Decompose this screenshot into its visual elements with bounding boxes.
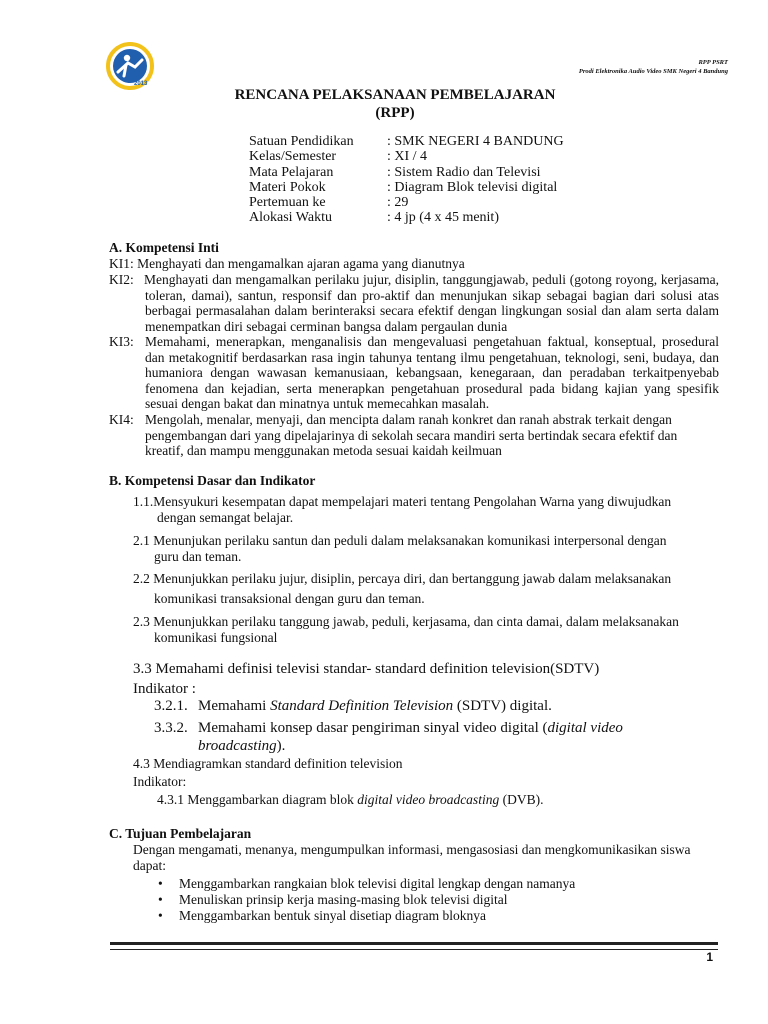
ki4-block xyxy=(109,412,719,459)
identity-row xyxy=(249,165,564,180)
indikator-3-2-1-text-a: Memahami xyxy=(198,698,271,714)
identity-label: Mata Pelajaran xyxy=(249,164,334,180)
ki2-block xyxy=(109,272,719,334)
identity-row xyxy=(249,149,564,164)
identity-value: : 29 xyxy=(387,195,409,211)
ki3-body: Memahami, menerapkan, menganalisis dan mengevaluasi pengetahuan faktual, konseptual, prosedural dan metakognitif berdasarkan rasa ingin tahunya tentang ilmu pengetahuan, teknologi, seni, budaya, dan humaniora dengan wawasan kemanusiaan, kebangsaan, kenegaraan, dan peradaban terkaitpenyebab fenomena dan kejadian, serta menerapkan pengetahuan prosedural pada bidang kajian yang spesifik sesuai dengan bakat dan minatnya untuk memecahkan masalah. xyxy=(145,334,719,411)
indikator-3-2-1-term: Standard Definition Television xyxy=(270,698,454,714)
identity-row xyxy=(249,210,564,225)
indikator-label-1: Indikator : xyxy=(133,681,196,697)
identity-row xyxy=(249,195,564,210)
kd-2-1 xyxy=(133,533,713,564)
identity-value: : 4 jp (4 x 45 menit) xyxy=(387,210,499,226)
ki2-text xyxy=(109,272,719,334)
identity-table xyxy=(249,134,564,226)
identity-value: : Sistem Radio dan Televisi xyxy=(387,164,541,180)
indikator-4-3-1-text-a: 4.3.1 Menggambarkan diagram blok xyxy=(157,792,358,807)
list-item-text: Menuliskan prinsip kerja masing-masing blok televisi digital xyxy=(179,892,508,907)
kd-2-3-line1: 2.3 Menunjukkan perilaku tanggung jawab, peduli, kerjasama, dan cinta damai, dalam melaksanakan xyxy=(133,614,679,629)
header-title: RPP PSRT xyxy=(698,59,728,66)
section-a-heading: A. Kompetensi Inti xyxy=(109,240,219,255)
identity-label: Kelas/Semester xyxy=(249,149,337,165)
ki1-text: KI1: Menghayati dan mengamalkan ajaran agama yang dianutnya xyxy=(109,256,465,271)
ki3-label: KI3: xyxy=(109,334,134,349)
bullet-icon: • xyxy=(158,876,163,891)
indikator-3-3-2-line2 xyxy=(154,737,714,755)
document-title: RENCANA PELAKSANAAN PEMBELAJARAN xyxy=(234,87,556,103)
indikator-3-3-2-text-b: ). xyxy=(276,738,286,754)
bullet-icon: • xyxy=(158,892,163,907)
indikator-3-3-2-term-b: broadcasting xyxy=(198,738,277,754)
ki3-block xyxy=(109,334,719,412)
identity-value: : Diagram Blok televisi digital xyxy=(387,179,558,195)
indikator-4-3-1 xyxy=(157,792,543,808)
indikator-4-3-1-text-b: (DVB). xyxy=(499,792,544,807)
ki4-label: KI4: xyxy=(109,412,134,427)
kd-2-1-line1: 2.1 Menunjukan perilaku santun dan peduli dalam melaksanakan komunikasi interpersonal dengan xyxy=(133,533,667,548)
page-number: 1 xyxy=(706,950,713,964)
identity-row xyxy=(249,180,564,195)
footer-rule-thin xyxy=(110,949,718,950)
indikator-3-2-1-number: 3.2.1. xyxy=(154,698,188,714)
ki2-label: KI2: xyxy=(109,272,134,287)
identity-label: Materi Pokok xyxy=(249,179,326,195)
section-c-heading: C. Tujuan Pembelajaran xyxy=(109,826,252,841)
footer-rule-thick xyxy=(110,942,718,945)
indikator-3-2-1-text-b: (SDTV) digital. xyxy=(453,698,552,714)
document-header xyxy=(579,58,728,76)
identity-row xyxy=(249,134,564,149)
kd-2-3 xyxy=(133,614,713,645)
indikator-4-3-1-term: digital video broadcasting xyxy=(357,792,500,807)
indikator-3-3-2-term-a: digital video xyxy=(547,720,623,736)
list-item-text: Menggambarkan rangkaian blok televisi digital lengkap dengan namanya xyxy=(179,876,576,891)
list-item-text: Menggambarkan bentuk sinyal disetiap diagram bloknya xyxy=(179,908,487,923)
indikator-label-2: Indikator: xyxy=(133,774,187,789)
kd-4-3: 4.3 Mendiagramkan standard definition television xyxy=(133,756,403,771)
ki2-body: Menghayati dan mengamalkan perilaku jujur, disiplin, tanggungjawab, peduli (gotong royong, kerjasama, toleran, damai), santun, responsif dan pro-aktif dan menunjukan sikap sebagai bagian dari solusi atas berbagai permasalahan dalam berinteraksi secara efektif dengan lingkungan sosial dan alam serta dalam menempatkan diri sebagai cerminan bangsa dalam pergaulan dunia xyxy=(144,272,719,334)
kd-1-1-line2: dengan semangat belajar. xyxy=(157,509,294,525)
identity-value: : XI / 4 xyxy=(387,149,428,165)
kd-3-3: 3.3 Memahami definisi televisi standar- standard definition television(SDTV) xyxy=(133,661,600,677)
tut-wuri-handayani-logo xyxy=(104,38,172,90)
kd-1-1-line1: 1.1.Mensyukuri kesempatan dapat mempelajari materi tentang Pengolahan Warna yang diwujudkan xyxy=(133,494,672,509)
ki4-body: Mengolah, menalar, menyaji, dan mencipta dalam ranah konkret dan ranah abstrak terkait dengan pengembangan dari yang dipelajarinya di sekolah secara mandiri serta bertindak secara efektif dan kreatif, dan mampu menggunakan metoda sesuai kaidah keilmuan xyxy=(145,412,678,458)
kd-2-2-line1: 2.2 Menunjukkan perilaku jujur, disiplin, percaya diri, dan bertanggung jawab dalam melaksanakan xyxy=(133,571,672,586)
kd-2-3-line2: komunikasi fungsional xyxy=(154,629,278,645)
identity-label: Pertemuan ke xyxy=(249,195,326,211)
header-subtitle: Prodi Elektronika Audio Video SMK Negeri 4 Bandung xyxy=(578,68,728,75)
section-b-heading: B. Kompetensi Dasar dan Indikator xyxy=(109,473,316,488)
identity-value: : SMK NEGERI 4 BANDUNG xyxy=(387,134,564,149)
kd-2-2 xyxy=(133,571,713,606)
svg-text:2013: 2013 xyxy=(134,81,148,87)
kd-1-1 xyxy=(133,494,713,525)
indikator-3-3-2-number: 3.3.2. xyxy=(154,720,188,736)
indikator-3-2-1 xyxy=(154,697,714,715)
bullet-icon: • xyxy=(158,908,163,923)
tujuan-intro: Dengan mengamati, menanya, mengumpulkan informasi, mengasosiasi dan mengkomunikasikan siswa dapat: xyxy=(133,842,691,873)
kd-2-2-line2: komunikasi transaksional dengan guru dan teman. xyxy=(154,590,425,606)
document-subtitle: (RPP) xyxy=(375,105,415,121)
kd-2-1-line2: guru dan teman. xyxy=(154,548,242,564)
indikator-3-3-2 xyxy=(154,719,714,755)
identity-label: Alokasi Waktu xyxy=(249,210,332,226)
indikator-3-3-2-text-a: Memahami konsep dasar pengiriman sinyal video digital ( xyxy=(198,720,548,736)
identity-label: Satuan Pendidikan xyxy=(249,134,354,149)
